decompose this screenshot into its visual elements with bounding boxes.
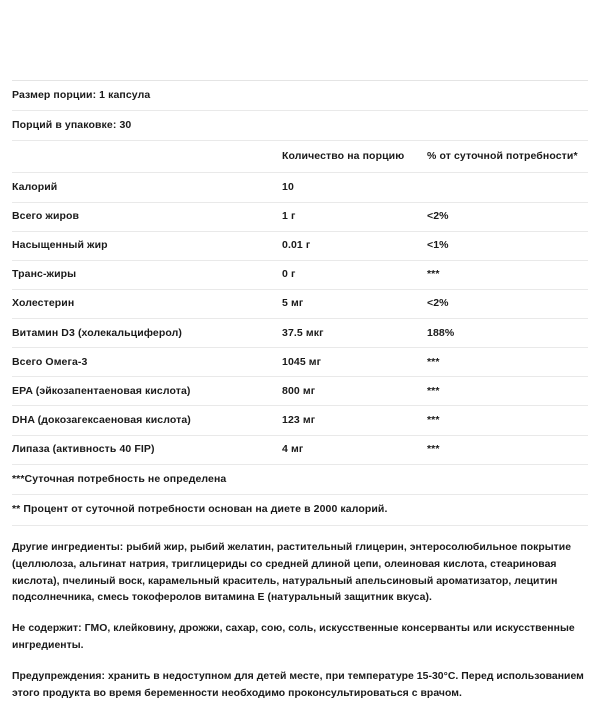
column-header-percent-daily-value: % от суточной потребности* [427,150,578,163]
table-row [12,202,588,231]
nutrient-amount: 5 мг [282,297,304,310]
servings-per-container-row [12,111,588,141]
serving-size-text: Размер порции: 1 капсула [12,89,151,101]
table-row [12,173,588,202]
nutrient-name: Всего жиров [12,210,80,222]
supplement-facts-table [12,80,588,526]
table-row [12,435,588,464]
nutrient-amount: 37.5 мкг [282,326,324,339]
column-header-amount-per-serving: Количество на порцию [282,150,405,163]
nutrient-amount: 0 г [282,268,296,281]
nutrient-amount: 10 [282,180,294,193]
nutrient-daily-value: <2% [427,297,449,310]
footnote-row [12,464,588,494]
footnote-daily-value-not-established: ***Суточная потребность не определена [12,472,227,485]
nutrient-amount: 1 г [282,210,296,222]
free-from-text: Не содержит: ГМО, клейковину, дрожжи, сахар, сою, соль, искусственные консерванты или искусственные ингредиенты. [12,623,575,652]
nutrient-daily-value [427,173,588,202]
nutrient-daily-value: *** [427,268,440,281]
nutrient-daily-value: 188% [427,326,455,339]
top-spacer [12,0,588,80]
nutrient-daily-value: *** [427,384,440,397]
table-row [12,377,588,406]
nutrient-daily-value: *** [427,443,440,455]
table-row [12,348,588,377]
footnote-row [12,494,588,525]
nutrient-name: Калорий [12,180,58,193]
nutrient-name: Холестерин [12,297,75,310]
nutrient-amount: 800 мг [282,384,316,397]
nutrient-daily-value: <1% [427,239,449,252]
facts-table-body [12,81,588,526]
table-row [12,289,588,318]
nutrient-daily-value: <2% [427,210,449,222]
warnings-text: Предупреждения: хранить в недоступном для детей месте, при температуре 15-30°С. Перед использованием этого продукта во время беременности необходимо проконсультироваться с врачом. [12,670,584,699]
servings-per-container-text: Порций в упаковке: 30 [12,119,132,132]
table-row [12,406,588,435]
column-header-name [12,141,282,173]
nutrient-amount: 0.01 г [282,239,311,252]
nutrient-daily-value: *** [427,355,440,368]
other-ingredients-text: Другие ингредиенты: рыбий жир, рыбий желатин, растительный глицерин, энтеросолюбильное покрытие (целлюлоза, альгинат натрия, триглицериды со средней длиной цепи, олеиновая кислота, стеариновая кислота), пчелиный воск, карамельный краситель, натуральный апельсиновый ароматизатор, лецитин подсолнечника, смесь токоферолов витамина Е (натуральный защитник вкуса). [12,541,572,604]
nutrient-name: DHA (докозагексаеновая кислота) [12,413,191,426]
table-row [12,260,588,289]
table-row [12,319,588,348]
footnote-2000-calorie-diet: ** Процент от суточной потребности основан на диете в 2000 калорий. [12,502,388,515]
nutrient-name: EPA (эйкозапентаеновая кислота) [12,384,191,397]
nutrient-amount: 1045 мг [282,355,322,368]
nutrient-name: Витамин D3 (холекальциферол) [12,326,182,339]
nutrient-name: Липаза (активность 40 FIP) [12,443,155,455]
serving-size-row [12,81,588,111]
nutrient-amount: 123 мг [282,413,316,426]
table-header-row [12,141,588,173]
nutrient-name: Всего Омега-3 [12,355,88,368]
nutrient-name: Насыщенный жир [12,239,108,252]
nutrient-daily-value: *** [427,413,440,426]
nutrient-name: Транс-жиры [12,268,77,281]
nutrient-amount: 4 мг [282,443,304,455]
table-row [12,231,588,260]
